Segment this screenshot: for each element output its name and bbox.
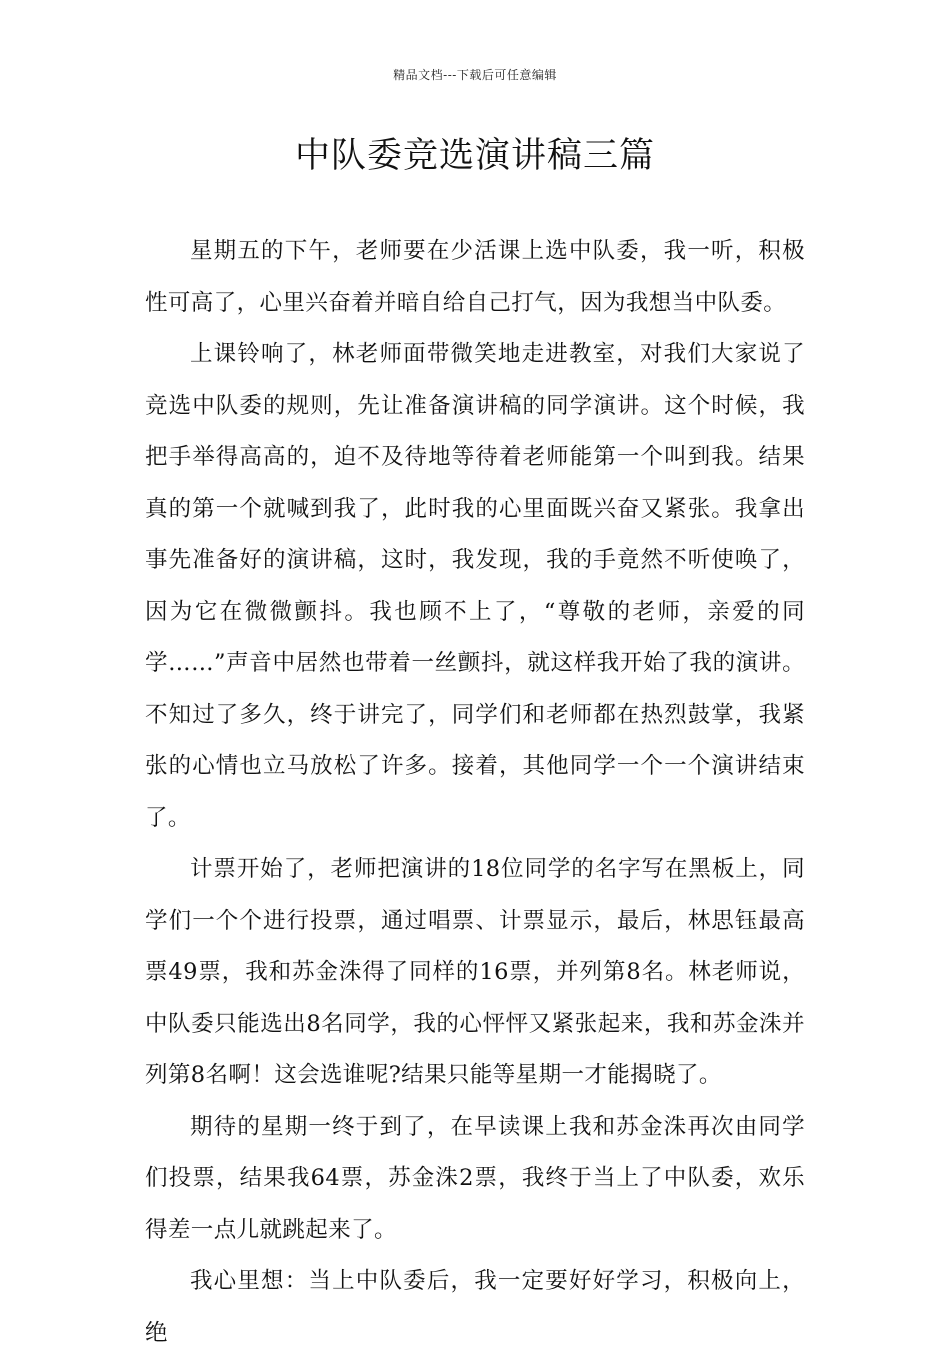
paragraph: 期待的星期一终于到了，在早读课上我和苏金洙再次由同学们投票，结果我64票，苏金洙2票，我终于当上了中队委，欢乐得差一点儿就跳起来了。: [145, 1113, 805, 1243]
body-text: [145, 226, 805, 1359]
paragraph: 星期五的下午，老师要在少活课上选中队委，我一听，积极性可高了，心里兴奋着并暗自给自己打气，因为我想当中队委。: [145, 238, 805, 316]
page-title: 中队委竞选演讲稿三篇: [294, 136, 655, 176]
paragraph: 我心里想：当上中队委后，我一定要好好学习，积极向上，绝: [145, 1268, 805, 1346]
header-note: 精品文档---下载后可任意编辑: [393, 68, 557, 82]
paragraph: 计票开始了，老师把演讲的18位同学的名字写在黑板上，同学们一个个进行投票，通过唱票、计票显示，最后，林思钰最高票49票，我和苏金洙得了同样的16票，并列第8名。林老师说，中队委只能选出8名同学，我的心怦怦又紧张起来，我和苏金洙并列第8名啊！这会选谁呢?结果只能等星期一才能揭晓了。: [145, 856, 805, 1088]
paragraph: 上课铃响了，林老师面带微笑地走进教室，对我们大家说了竞选中队委的规则，先让准备演讲稿的同学演讲。这个时候，我把手举得高高的，迫不及待地等待着老师能第一个叫到我。结果真的第一个就喊到我了，此时我的心里面既兴奋又紧张。我拿出事先准备好的演讲稿，这时，我发现，我的手竟然不听使唤了，因为它在微微颤抖。我也顾不上了，“尊敬的老师，亲爱的同学……”声音中居然也带着一丝颤抖，就这样我开始了我的演讲。不知过了多久，终于讲完了，同学们和老师都在热烈鼓掌，我紧张的心情也立马放松了许多。接着，其他同学一个一个演讲结束了。: [145, 341, 805, 831]
